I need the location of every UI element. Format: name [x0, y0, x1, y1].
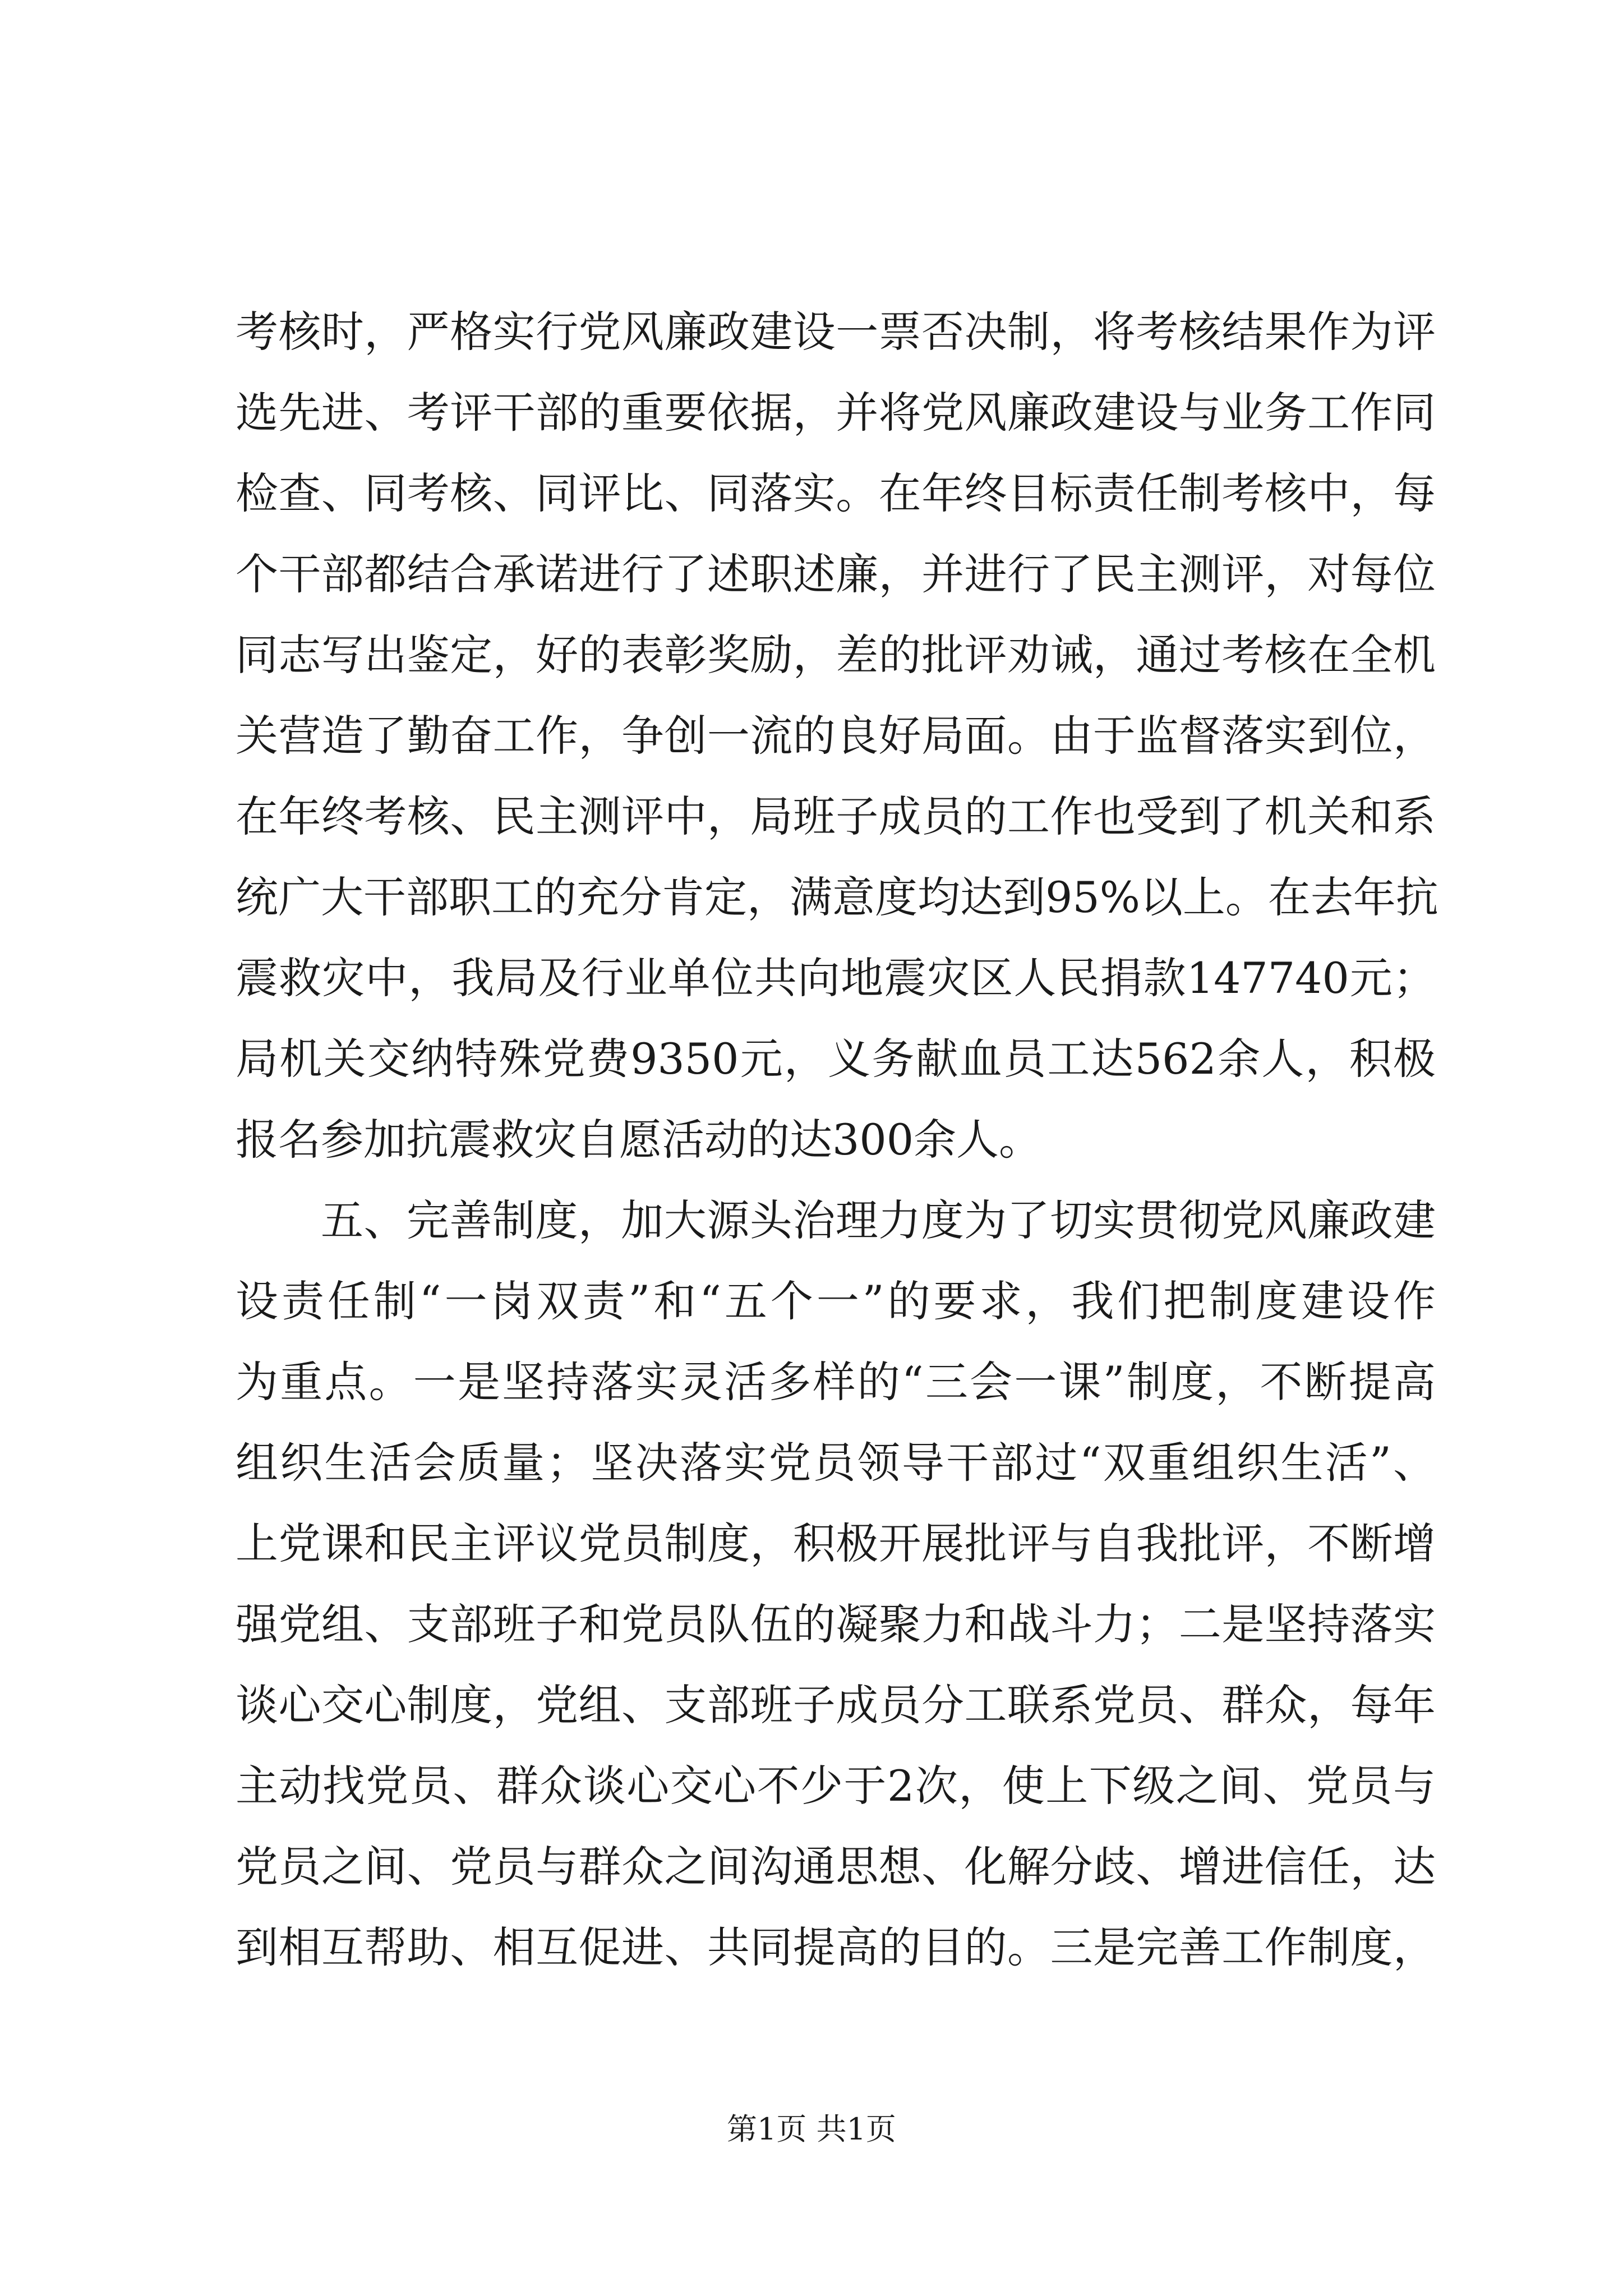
document-body — [236, 292, 1436, 1988]
text-line: 局机关交纳特殊党费9350元，义务献血员工达562余人，积极 — [236, 1034, 1436, 1084]
text-line: 检查、同考核、同评比、同落实。在年终目标责任制考核中，每 — [236, 468, 1436, 518]
text-line: 选先进、考评干部的重要依据，并将党风廉政建设与业务工作同 — [236, 388, 1436, 438]
text-line: 上党课和民主评议党员制度，积极开展批评与自我批评，不断增 — [236, 1519, 1436, 1568]
text-line: 个干部都结合承诺进行了述职述廉，并进行了民主测评，对每位 — [236, 549, 1436, 599]
text-line: 设责任制“一岗双责”和“五个一”的要求，我们把制度建设作 — [236, 1276, 1436, 1326]
text-line: 报名参加抗震救灾自愿活动的达300余人。 — [236, 1115, 1042, 1165]
text-line: 考核时，严格实行党风廉政建设一票否决制，将考核结果作为评 — [236, 307, 1436, 357]
text-line: 到相互帮助、相互促进、共同提高的目的。三是完善工作制度， — [236, 1922, 1436, 1972]
text-line: 统广大干部职工的充分肯定，满意度均达到95%以上。在去年抗 — [236, 872, 1438, 922]
text-line: 在年终考核、民主测评中，局班子成员的工作也受到了机关和系 — [236, 792, 1436, 841]
page-number-label: 第1页 共1页 — [727, 2111, 896, 2147]
text-line: 为重点。一是坚持落实灵活多样的“三会一课”制度，不断提高 — [236, 1357, 1436, 1407]
text-line: 组织生活会质量；坚决落实党员领导干部过“双重组织生活”、 — [236, 1438, 1436, 1488]
text-line: 党员之间、党员与群众之间沟通思想、化解分歧、增进信任，达 — [236, 1842, 1436, 1892]
text-line: 同志写出鉴定，好的表彰奖励，差的批评劝诫，通过考核在全机 — [236, 630, 1436, 680]
text-line: 主动找党员、群众谈心交心不少于2次，使上下级之间、党员与 — [236, 1761, 1436, 1811]
page-footer — [0, 2113, 1623, 2146]
text-line: 强党组、支部班子和党员队伍的凝聚力和战斗力；二是坚持落实 — [236, 1599, 1436, 1649]
text-line: 关营造了勤奋工作，争创一流的良好局面。由于监督落实到位， — [236, 711, 1436, 761]
section-heading-line: 五、完善制度，加大源头治理力度为了切实贯彻党风廉政建 — [321, 1195, 1436, 1245]
text-line: 震救灾中，我局及行业单位共向地震灾区人民捐款147740元； — [236, 953, 1436, 1003]
text-line: 谈心交心制度，党组、支部班子成员分工联系党员、群众，每年 — [236, 1680, 1436, 1730]
